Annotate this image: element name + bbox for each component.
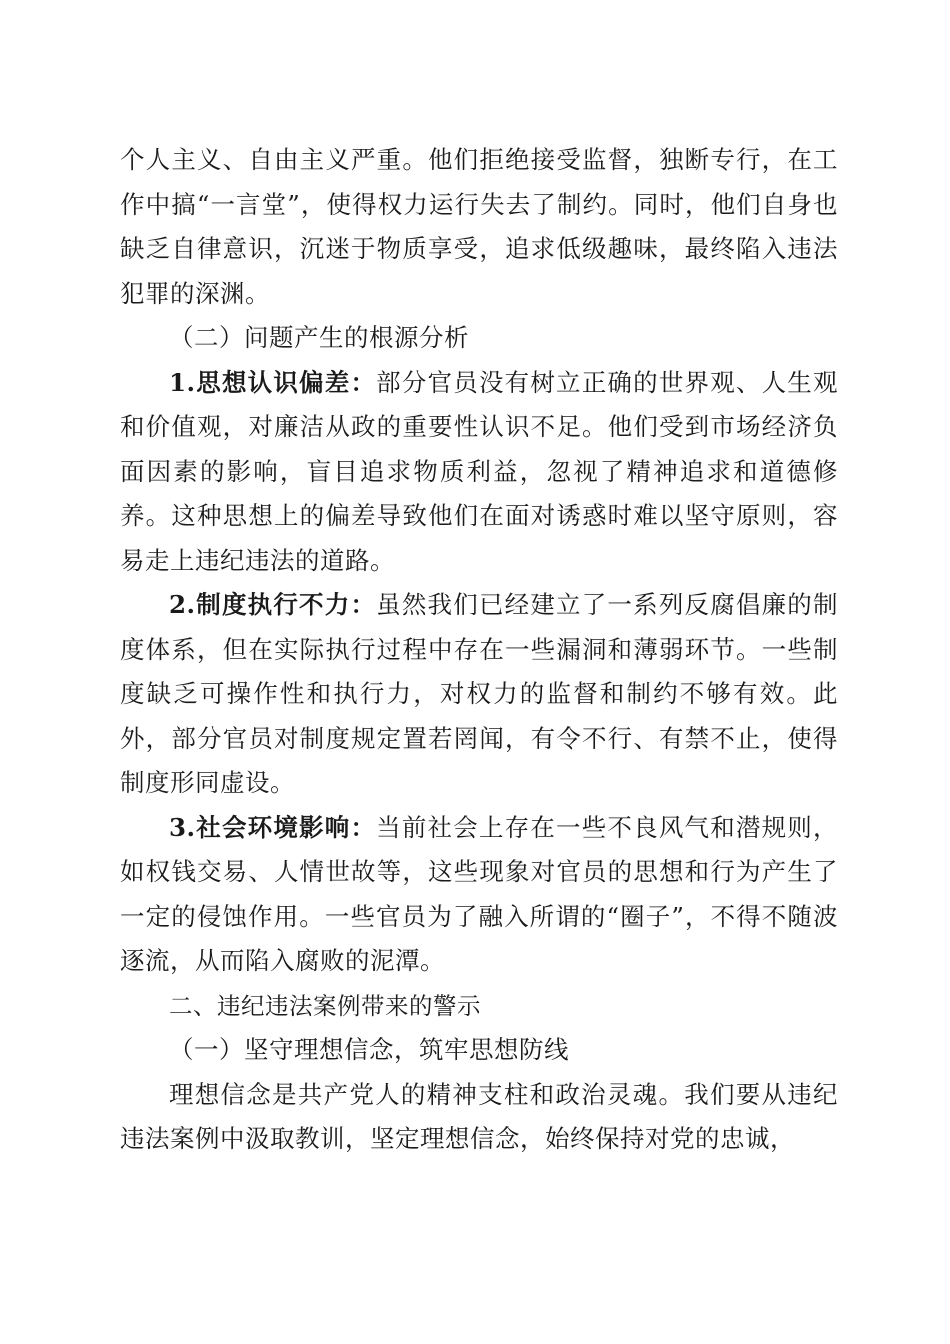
item-label: 2.制度执行不力： xyxy=(169,590,377,619)
subheading-root-cause-analysis: （二）问题产生的根源分析 xyxy=(169,323,469,352)
item-system-enforcement xyxy=(120,583,838,806)
item-label: 3.社会环境影响： xyxy=(169,812,377,842)
item-text: 当前社会上存在一些不良风气和潜规则，如权钱交易、人情世故等，这些现象对官员的思想和行为产生了一定的侵蚀作用。一些官员为了融入所谓的“圈子”，不得不随波逐流，从而陷入腐败的泥潭。 xyxy=(120,812,839,975)
paragraph-continuation: 个人主义、自由主义严重。他们拒绝接受监督，独断专行，在工作中搞“一言堂”，使得权力运行失去了制约。同时，他们自身也缺乏自律意识，沉迷于物质享受，追求低级趣味，最终陷入违法犯罪的深渊。 xyxy=(120,145,838,308)
paragraph-ideals: 理想信念是共产党人的精神支柱和政治灵魂。我们要从违纪违法案例中汲取教训，坚定理想信念，始终保持对党的忠诚， xyxy=(120,1079,838,1153)
item-social-environment xyxy=(120,806,838,984)
item-ideological-deviation xyxy=(120,361,838,584)
section-heading-warnings: 二、违纪违法案例带来的警示 xyxy=(169,991,481,1020)
subheading-ideals-and-beliefs: （一）坚守理想信念，筑牢思想防线 xyxy=(169,1035,569,1064)
item-text: 部分官员没有树立正确的世界观、人生观和价值观，对廉洁从政的重要性认识不足。他们受到市场经济负面因素的影响，盲目追求物质利益，忽视了精神追求和道德修养。这种思想上的偏差导致他们在面对诱惑时难以坚守原则，容易走上违纪违法的道路。 xyxy=(120,367,839,575)
item-text: 虽然我们已经建立了一系列反腐倡廉的制度体系，但在实际执行过程中存在一些漏洞和薄弱环节。一些制度缺乏可操作性和执行力，对权力的监督和制约不够有效。此外，部分官员对制度规定置若罔闻，有令不行、有禁不止，使得制度形同虚设。 xyxy=(120,590,839,797)
document-page xyxy=(120,138,838,1162)
item-label: 1.思想认识偏差： xyxy=(169,367,377,397)
